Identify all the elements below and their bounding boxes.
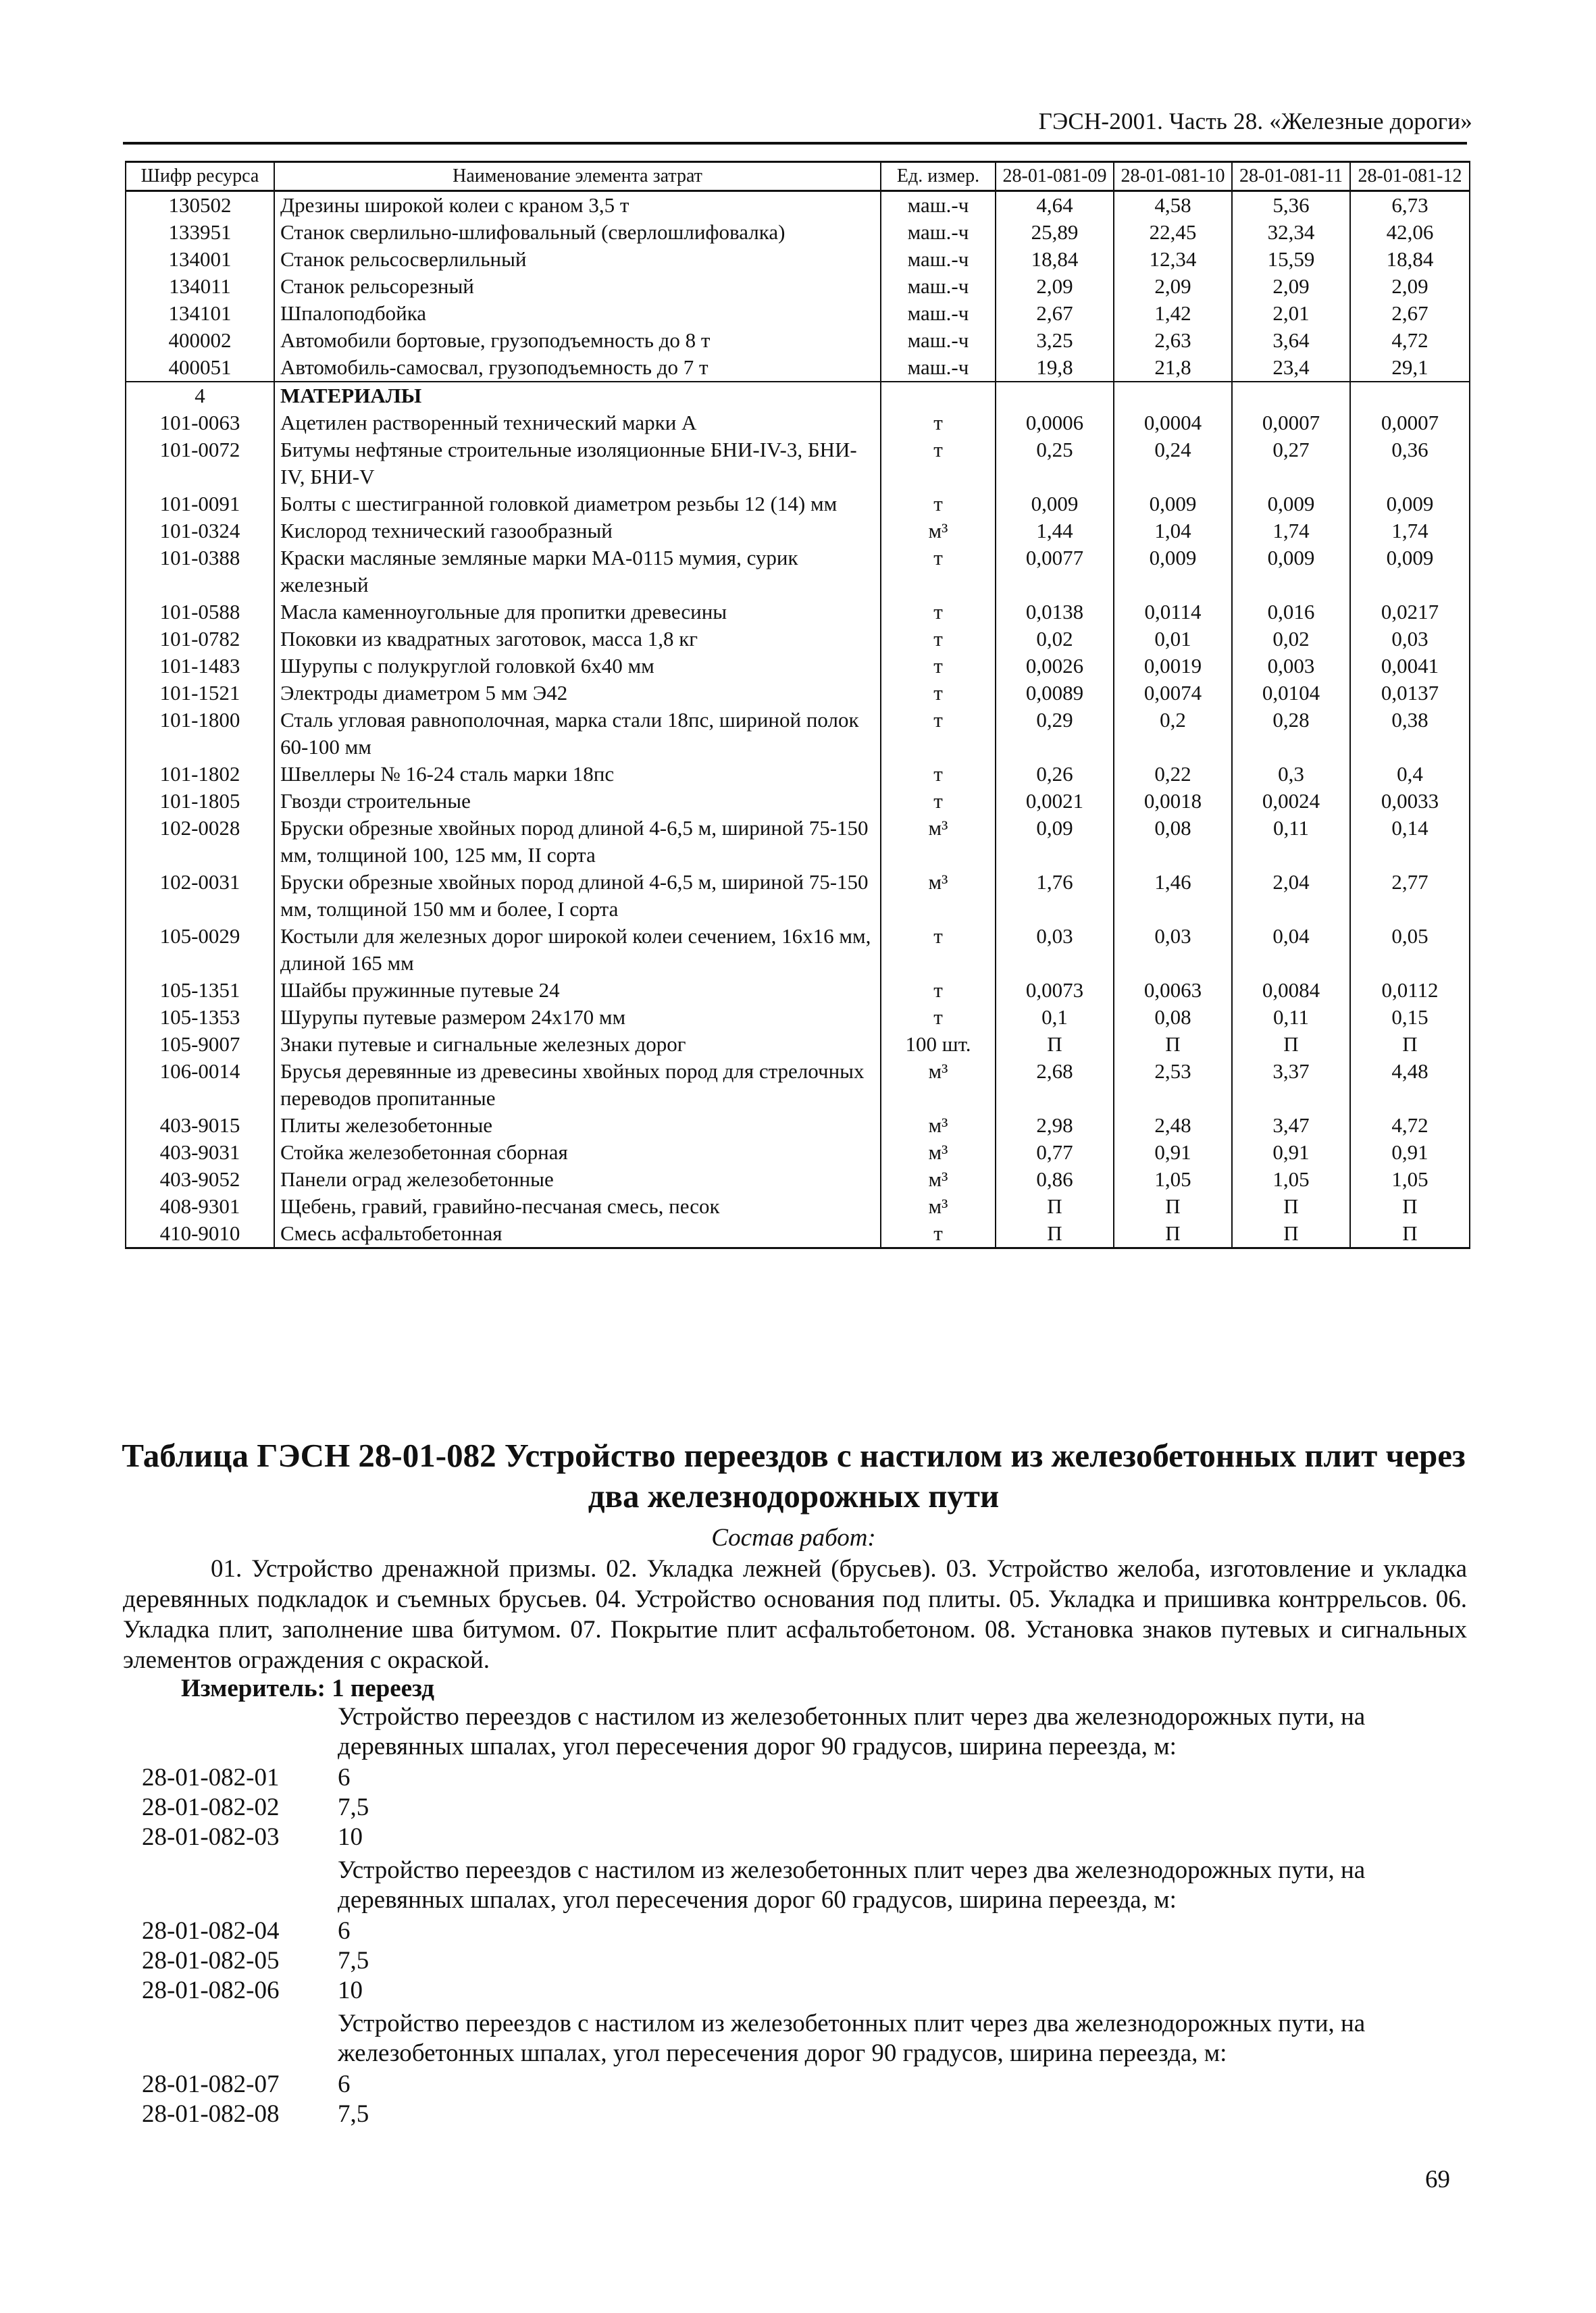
row-value: 0,86 xyxy=(996,1166,1114,1193)
header-rule xyxy=(123,142,1467,145)
row-unit: маш.-ч xyxy=(881,300,996,327)
row-code: 101-0063 xyxy=(126,409,274,436)
column-header: 28-01-081-11 xyxy=(1232,162,1350,191)
row-name: Знаки путевые и сигнальные железных дорог xyxy=(274,1031,881,1058)
row-value: 0,009 xyxy=(996,490,1114,517)
row-code: 133951 xyxy=(126,219,274,246)
row-name: Дрезины широкой колеи с краном 3,5 т xyxy=(274,191,881,220)
row-code: 101-1521 xyxy=(126,680,274,707)
row-code: 4 xyxy=(126,382,274,409)
table-row xyxy=(126,1166,1470,1193)
row-value: 0,29 xyxy=(996,707,1114,761)
row-code: 403-9031 xyxy=(126,1139,274,1166)
row-value: 0,0026 xyxy=(996,653,1114,680)
row-value: 5,36 xyxy=(1232,191,1350,220)
row-code: 101-0388 xyxy=(126,544,274,599)
row-name: Станок сверлильно-шлифовальный (сверлошлифовалка) xyxy=(274,219,881,246)
table-row xyxy=(126,300,1470,327)
running-header: ГЭСН-2001. Часть 28. «Железные дороги» xyxy=(1038,108,1472,134)
table-row xyxy=(126,436,1470,490)
table-row xyxy=(126,1058,1470,1112)
table-row xyxy=(126,653,1470,680)
row-value: 4,48 xyxy=(1350,1058,1470,1112)
row-name: Автомобиль-самосвал, грузоподъемность до 7 т xyxy=(274,354,881,382)
column-header: 28-01-081-09 xyxy=(996,162,1114,191)
row-value: 0,0004 xyxy=(1114,409,1232,436)
row-value: 0,15 xyxy=(1350,1004,1470,1031)
row-name: Кислород технический газообразный xyxy=(274,517,881,544)
row-unit: м³ xyxy=(881,1139,996,1166)
row-code: 134001 xyxy=(126,246,274,273)
table-row xyxy=(126,815,1470,869)
row-unit: т xyxy=(881,977,996,1004)
row-value: 1,05 xyxy=(1114,1166,1232,1193)
norm-value: 6 xyxy=(338,1764,351,1791)
row-code: 101-1483 xyxy=(126,653,274,680)
norm-value: 7,5 xyxy=(338,1947,369,1975)
row-value: 1,74 xyxy=(1350,517,1470,544)
row-value: 0,08 xyxy=(1114,1004,1232,1031)
row-value: 42,06 xyxy=(1350,219,1470,246)
row-value: 0,25 xyxy=(996,436,1114,490)
row-value xyxy=(1114,382,1232,409)
row-name: Автомобили бортовые, грузоподъемность до 8 т xyxy=(274,327,881,354)
table-header-row xyxy=(126,162,1470,191)
table-title: Таблица ГЭСН 28-01-082 Устройство переездов с настилом из железобетонных плит через два железнодорожных пути xyxy=(122,1437,1466,1515)
row-value: 0,1 xyxy=(996,1004,1114,1031)
row-value: 0,0114 xyxy=(1114,599,1232,626)
row-value: 1,05 xyxy=(1350,1166,1470,1193)
table-row xyxy=(126,517,1470,544)
row-value: 1,74 xyxy=(1232,517,1350,544)
row-unit: м³ xyxy=(881,1193,996,1220)
row-value: П xyxy=(1232,1031,1350,1058)
table-row xyxy=(126,869,1470,923)
row-name: Бруски обрезные хвойных пород длиной 4-6,5 м, шириной 75-150 мм, толщиной 150 мм и более, I сорта xyxy=(274,869,881,923)
row-unit: 100 шт. xyxy=(881,1031,996,1058)
norm-row xyxy=(142,1823,750,1852)
row-value: 0,04 xyxy=(1232,923,1350,977)
row-code: 130502 xyxy=(126,191,274,220)
row-unit: т xyxy=(881,923,996,977)
norm-row xyxy=(142,1946,750,1976)
row-value: 0,0217 xyxy=(1350,599,1470,626)
row-value: 1,05 xyxy=(1232,1166,1350,1193)
composition-label: Состав работ: xyxy=(711,1524,876,1552)
row-value: 0,38 xyxy=(1350,707,1470,761)
row-name: Швеллеры № 16-24 сталь марки 18пс xyxy=(274,761,881,788)
norm-code: 28-01-082-06 xyxy=(142,1977,280,2004)
column-header: Ед. измер. xyxy=(881,162,996,191)
row-value: 2,09 xyxy=(1114,273,1232,300)
row-value: 32,34 xyxy=(1232,219,1350,246)
row-code: 101-0588 xyxy=(126,599,274,626)
table-row xyxy=(126,1139,1470,1166)
row-name: МАТЕРИАЛЫ xyxy=(274,382,881,409)
row-name: Панели оград железобетонные xyxy=(274,1166,881,1193)
row-unit: маш.-ч xyxy=(881,191,996,220)
row-value: 18,84 xyxy=(996,246,1114,273)
row-value: 0,91 xyxy=(1232,1139,1350,1166)
row-value: 0,27 xyxy=(1232,436,1350,490)
row-value xyxy=(1350,382,1470,409)
norm-value: 6 xyxy=(338,2070,351,2098)
norm-value: 10 xyxy=(338,1977,363,2004)
row-unit: м³ xyxy=(881,1058,996,1112)
row-value: 0,03 xyxy=(996,923,1114,977)
row-value: 0,003 xyxy=(1232,653,1350,680)
composition-text: 01. Устройство дренажной призмы. 02. Укладка лежней (брусьев). 03. Устройство желоба, изготовление и укладка деревянных подкладок и съемных брусьев. 04. Устройство основания под плиты. 05. Укладка и пришивка контррельсов. 06. Укладка плит, заполнение шва битумом. 07. Покрытие плит асфальтобетоном. 08. Установка знаков путевых и сигнальных элементов ограждения с окраской. xyxy=(123,1555,1467,1674)
table-row xyxy=(126,977,1470,1004)
table-row xyxy=(126,1220,1470,1248)
row-value: 0,0019 xyxy=(1114,653,1232,680)
row-code: 101-0324 xyxy=(126,517,274,544)
row-unit: маш.-ч xyxy=(881,246,996,273)
row-value: 2,63 xyxy=(1114,327,1232,354)
row-unit: т xyxy=(881,653,996,680)
group-description: Устройство переездов с настилом из железобетонных плит через два железнодорожных пути, на деревянных шпалах, угол пересечения дорог 90 градусов, ширина переезда, м: xyxy=(338,1703,1366,1760)
row-value: 0,0074 xyxy=(1114,680,1232,707)
row-code: 400002 xyxy=(126,327,274,354)
row-code: 102-0028 xyxy=(126,815,274,869)
row-value: 0,0089 xyxy=(996,680,1114,707)
row-value: П xyxy=(1114,1031,1232,1058)
row-value: 2,67 xyxy=(996,300,1114,327)
table-row xyxy=(126,923,1470,977)
row-value: 0,22 xyxy=(1114,761,1232,788)
norm-row xyxy=(142,2100,750,2129)
row-value: П xyxy=(1114,1220,1232,1248)
row-unit xyxy=(881,382,996,409)
table-row xyxy=(126,1004,1470,1031)
column-header: Наименование элемента затрат xyxy=(274,162,881,191)
row-unit: м³ xyxy=(881,815,996,869)
row-name: Бруски обрезные хвойных пород длиной 4-6,5 м, шириной 75-150 мм, толщиной 100, 125 мм, II сорта xyxy=(274,815,881,869)
row-value: 0,0007 xyxy=(1350,409,1470,436)
row-value: 19,8 xyxy=(996,354,1114,382)
row-code: 400051 xyxy=(126,354,274,382)
row-value: П xyxy=(1350,1193,1470,1220)
row-value: П xyxy=(996,1031,1114,1058)
column-header: 28-01-081-12 xyxy=(1350,162,1470,191)
row-value: 4,72 xyxy=(1350,327,1470,354)
row-value: 1,76 xyxy=(996,869,1114,923)
row-value: 3,25 xyxy=(996,327,1114,354)
row-value: 1,04 xyxy=(1114,517,1232,544)
row-value: 1,46 xyxy=(1114,869,1232,923)
row-name: Краски масляные земляные марки МА-0115 мумия, сурик железный xyxy=(274,544,881,599)
row-code: 134011 xyxy=(126,273,274,300)
row-unit: м³ xyxy=(881,1166,996,1193)
row-value: 0,0021 xyxy=(996,788,1114,815)
row-code: 105-9007 xyxy=(126,1031,274,1058)
row-unit: маш.-ч xyxy=(881,219,996,246)
norm-code: 28-01-082-07 xyxy=(142,2070,280,2098)
row-name: Шпалоподбойка xyxy=(274,300,881,327)
row-value: 1,44 xyxy=(996,517,1114,544)
row-name: Поковки из квадратных заготовок, масса 1,8 кг xyxy=(274,626,881,653)
row-value: 12,34 xyxy=(1114,246,1232,273)
row-code: 134101 xyxy=(126,300,274,327)
row-value: 2,09 xyxy=(1232,273,1350,300)
row-value: 0,009 xyxy=(1114,544,1232,599)
row-value: 25,89 xyxy=(996,219,1114,246)
row-value: 0,0033 xyxy=(1350,788,1470,815)
row-value: 3,64 xyxy=(1232,327,1350,354)
row-value: 0,0112 xyxy=(1350,977,1470,1004)
row-value: 2,09 xyxy=(996,273,1114,300)
table-row xyxy=(126,409,1470,436)
row-value: 0,0138 xyxy=(996,599,1114,626)
norm-code: 28-01-082-08 xyxy=(142,2100,280,2128)
row-value: 0,009 xyxy=(1350,490,1470,517)
table-row xyxy=(126,626,1470,653)
row-value: П xyxy=(1232,1193,1350,1220)
row-value: 0,11 xyxy=(1232,815,1350,869)
page-number: 69 xyxy=(1425,2166,1450,2193)
row-value: 0,28 xyxy=(1232,707,1350,761)
row-value: 22,45 xyxy=(1114,219,1232,246)
row-value: П xyxy=(1350,1220,1470,1248)
meter-label: Измеритель: 1 переезд xyxy=(181,1675,434,1702)
row-unit: т xyxy=(881,436,996,490)
norm-row xyxy=(142,1916,750,1946)
row-value xyxy=(996,382,1114,409)
row-value: П xyxy=(996,1193,1114,1220)
row-unit: т xyxy=(881,788,996,815)
row-unit: т xyxy=(881,761,996,788)
row-code: 403-9052 xyxy=(126,1166,274,1193)
row-value: П xyxy=(996,1220,1114,1248)
row-value: 2,53 xyxy=(1114,1058,1232,1112)
row-name: Электроды диаметром 5 мм Э42 xyxy=(274,680,881,707)
row-value: 0,0063 xyxy=(1114,977,1232,1004)
row-value: П xyxy=(1114,1193,1232,1220)
row-value: 4,58 xyxy=(1114,191,1232,220)
row-unit: т xyxy=(881,1220,996,1248)
row-value: 29,1 xyxy=(1350,354,1470,382)
table-row xyxy=(126,219,1470,246)
row-value: 6,73 xyxy=(1350,191,1470,220)
row-value: 0,009 xyxy=(1350,544,1470,599)
row-name: Шайбы пружинные путевые 24 xyxy=(274,977,881,1004)
norm-code: 28-01-082-03 xyxy=(142,1823,280,1851)
row-code: 403-9015 xyxy=(126,1112,274,1139)
row-value: 0,009 xyxy=(1232,490,1350,517)
row-unit: т xyxy=(881,409,996,436)
row-value: 0,11 xyxy=(1232,1004,1350,1031)
row-unit: т xyxy=(881,599,996,626)
row-unit: м³ xyxy=(881,869,996,923)
row-value: 3,37 xyxy=(1232,1058,1350,1112)
row-value: 0,0084 xyxy=(1232,977,1350,1004)
row-value: 2,67 xyxy=(1350,300,1470,327)
row-value: 0,0073 xyxy=(996,977,1114,1004)
row-unit: маш.-ч xyxy=(881,327,996,354)
row-value: 0,4 xyxy=(1350,761,1470,788)
row-value: 2,77 xyxy=(1350,869,1470,923)
norm-value: 10 xyxy=(338,1823,363,1851)
row-value: 0,0007 xyxy=(1232,409,1350,436)
row-value: 0,016 xyxy=(1232,599,1350,626)
row-code: 101-1802 xyxy=(126,761,274,788)
table-row xyxy=(126,1112,1470,1139)
table-row xyxy=(126,1031,1470,1058)
row-name: Болты с шестигранной головкой диаметром резьбы 12 (14) мм xyxy=(274,490,881,517)
row-unit: т xyxy=(881,707,996,761)
row-value: 0,77 xyxy=(996,1139,1114,1166)
row-unit: т xyxy=(881,490,996,517)
norm-row xyxy=(142,2070,750,2100)
norm-value: 7,5 xyxy=(338,1794,369,1821)
row-value: 0,0018 xyxy=(1114,788,1232,815)
table-row xyxy=(126,327,1470,354)
row-name: Брусья деревянные из древесины хвойных пород для стрелочных переводов пропитанные xyxy=(274,1058,881,1112)
table-row xyxy=(126,544,1470,599)
row-value: 0,0104 xyxy=(1232,680,1350,707)
norm-value: 7,5 xyxy=(338,2100,369,2128)
row-value: 21,8 xyxy=(1114,354,1232,382)
row-unit: т xyxy=(881,626,996,653)
row-value: П xyxy=(1350,1031,1470,1058)
row-value: 0,05 xyxy=(1350,923,1470,977)
norm-code: 28-01-082-04 xyxy=(142,1917,280,1945)
row-value: 0,26 xyxy=(996,761,1114,788)
table-row xyxy=(126,246,1470,273)
row-value: 18,84 xyxy=(1350,246,1470,273)
norm-code: 28-01-082-01 xyxy=(142,1764,280,1791)
table-row xyxy=(126,191,1470,220)
row-value: 3,47 xyxy=(1232,1112,1350,1139)
row-unit: маш.-ч xyxy=(881,273,996,300)
row-value: 2,48 xyxy=(1114,1112,1232,1139)
table-row xyxy=(126,354,1470,382)
resource-table xyxy=(125,161,1470,1249)
column-header: 28-01-081-10 xyxy=(1114,162,1232,191)
row-value: 0,91 xyxy=(1114,1139,1232,1166)
row-value: П xyxy=(1232,1220,1350,1248)
row-name: Гвозди строительные xyxy=(274,788,881,815)
row-value: 0,2 xyxy=(1114,707,1232,761)
row-value: 0,02 xyxy=(996,626,1114,653)
row-code: 105-0029 xyxy=(126,923,274,977)
row-value: 0,14 xyxy=(1350,815,1470,869)
table-row xyxy=(126,680,1470,707)
row-value: 0,08 xyxy=(1114,815,1232,869)
row-code: 101-0782 xyxy=(126,626,274,653)
row-value: 0,0077 xyxy=(996,544,1114,599)
norm-code: 28-01-082-05 xyxy=(142,1947,280,1975)
column-header: Шифр ресурса xyxy=(126,162,274,191)
row-name: Масла каменноугольные для пропитки древесины xyxy=(274,599,881,626)
row-value: 0,3 xyxy=(1232,761,1350,788)
row-value: 0,0041 xyxy=(1350,653,1470,680)
norm-row xyxy=(142,1793,750,1823)
row-name: Плиты железобетонные xyxy=(274,1112,881,1139)
row-code: 101-1800 xyxy=(126,707,274,761)
table-row xyxy=(126,761,1470,788)
row-value: 1,42 xyxy=(1114,300,1232,327)
row-name: Сталь угловая равнополочная, марка стали 18пс, шириной полок 60-100 мм xyxy=(274,707,881,761)
row-name: Станок рельсосверлильный xyxy=(274,246,881,273)
norm-code: 28-01-082-02 xyxy=(142,1794,280,1821)
row-value: 0,03 xyxy=(1350,626,1470,653)
section-row xyxy=(126,382,1470,409)
row-value: 0,01 xyxy=(1114,626,1232,653)
norm-row xyxy=(142,1763,750,1793)
row-value: 0,91 xyxy=(1350,1139,1470,1166)
row-value: 15,59 xyxy=(1232,246,1350,273)
row-value: 0,36 xyxy=(1350,436,1470,490)
row-unit: т xyxy=(881,680,996,707)
row-value: 0,09 xyxy=(996,815,1114,869)
row-code: 101-0072 xyxy=(126,436,274,490)
group-description: Устройство переездов с настилом из железобетонных плит через два железнодорожных пути, на железобетонных шпалах, угол пересечения дорог 90 градусов, ширина переезда, м: xyxy=(338,2010,1366,2067)
row-value: 2,98 xyxy=(996,1112,1114,1139)
table-row xyxy=(126,788,1470,815)
table-row xyxy=(126,1193,1470,1220)
row-code: 408-9301 xyxy=(126,1193,274,1220)
row-code: 101-0091 xyxy=(126,490,274,517)
group-description: Устройство переездов с настилом из железобетонных плит через два железнодорожных пути, на деревянных шпалах, угол пересечения дорог 60 градусов, ширина переезда, м: xyxy=(338,1856,1366,1914)
row-unit: т xyxy=(881,1004,996,1031)
row-name: Станок рельсорезный xyxy=(274,273,881,300)
row-value: 0,02 xyxy=(1232,626,1350,653)
row-name: Битумы нефтяные строительные изоляционные БНИ-IV-3, БНИ-IV, БНИ-V xyxy=(274,436,881,490)
row-unit: м³ xyxy=(881,1112,996,1139)
row-value: 0,0137 xyxy=(1350,680,1470,707)
row-name: Смесь асфальтобетонная xyxy=(274,1220,881,1248)
table-row xyxy=(126,599,1470,626)
row-code: 105-1351 xyxy=(126,977,274,1004)
row-value: 0,03 xyxy=(1114,923,1232,977)
norm-row xyxy=(142,1976,750,2006)
row-value: 4,64 xyxy=(996,191,1114,220)
row-unit: м³ xyxy=(881,517,996,544)
table-row xyxy=(126,490,1470,517)
row-value: 0,24 xyxy=(1114,436,1232,490)
row-code: 105-1353 xyxy=(126,1004,274,1031)
row-value: 0,0006 xyxy=(996,409,1114,436)
row-unit: т xyxy=(881,544,996,599)
row-value xyxy=(1232,382,1350,409)
row-value: 0,009 xyxy=(1232,544,1350,599)
row-value: 23,4 xyxy=(1232,354,1350,382)
row-name: Стойка железобетонная сборная xyxy=(274,1139,881,1166)
row-value: 2,09 xyxy=(1350,273,1470,300)
norm-value: 6 xyxy=(338,1917,351,1945)
row-code: 101-1805 xyxy=(126,788,274,815)
row-value: 2,04 xyxy=(1232,869,1350,923)
row-name: Шурупы с полукруглой головкой 6х40 мм xyxy=(274,653,881,680)
row-name: Шурупы путевые размером 24х170 мм xyxy=(274,1004,881,1031)
row-code: 102-0031 xyxy=(126,869,274,923)
row-value: 4,72 xyxy=(1350,1112,1470,1139)
row-name: Костыли для железных дорог широкой колеи сечением, 16х16 мм, длиной 165 мм xyxy=(274,923,881,977)
table-row xyxy=(126,273,1470,300)
row-name: Щебень, гравий, гравийно-песчаная смесь, песок xyxy=(274,1193,881,1220)
table-row xyxy=(126,707,1470,761)
row-value: 0,0024 xyxy=(1232,788,1350,815)
row-code: 410-9010 xyxy=(126,1220,274,1248)
row-value: 2,68 xyxy=(996,1058,1114,1112)
row-value: 2,01 xyxy=(1232,300,1350,327)
row-name: Ацетилен растворенный технический марки А xyxy=(274,409,881,436)
row-value: 0,009 xyxy=(1114,490,1232,517)
row-unit: маш.-ч xyxy=(881,354,996,382)
row-code: 106-0014 xyxy=(126,1058,274,1112)
